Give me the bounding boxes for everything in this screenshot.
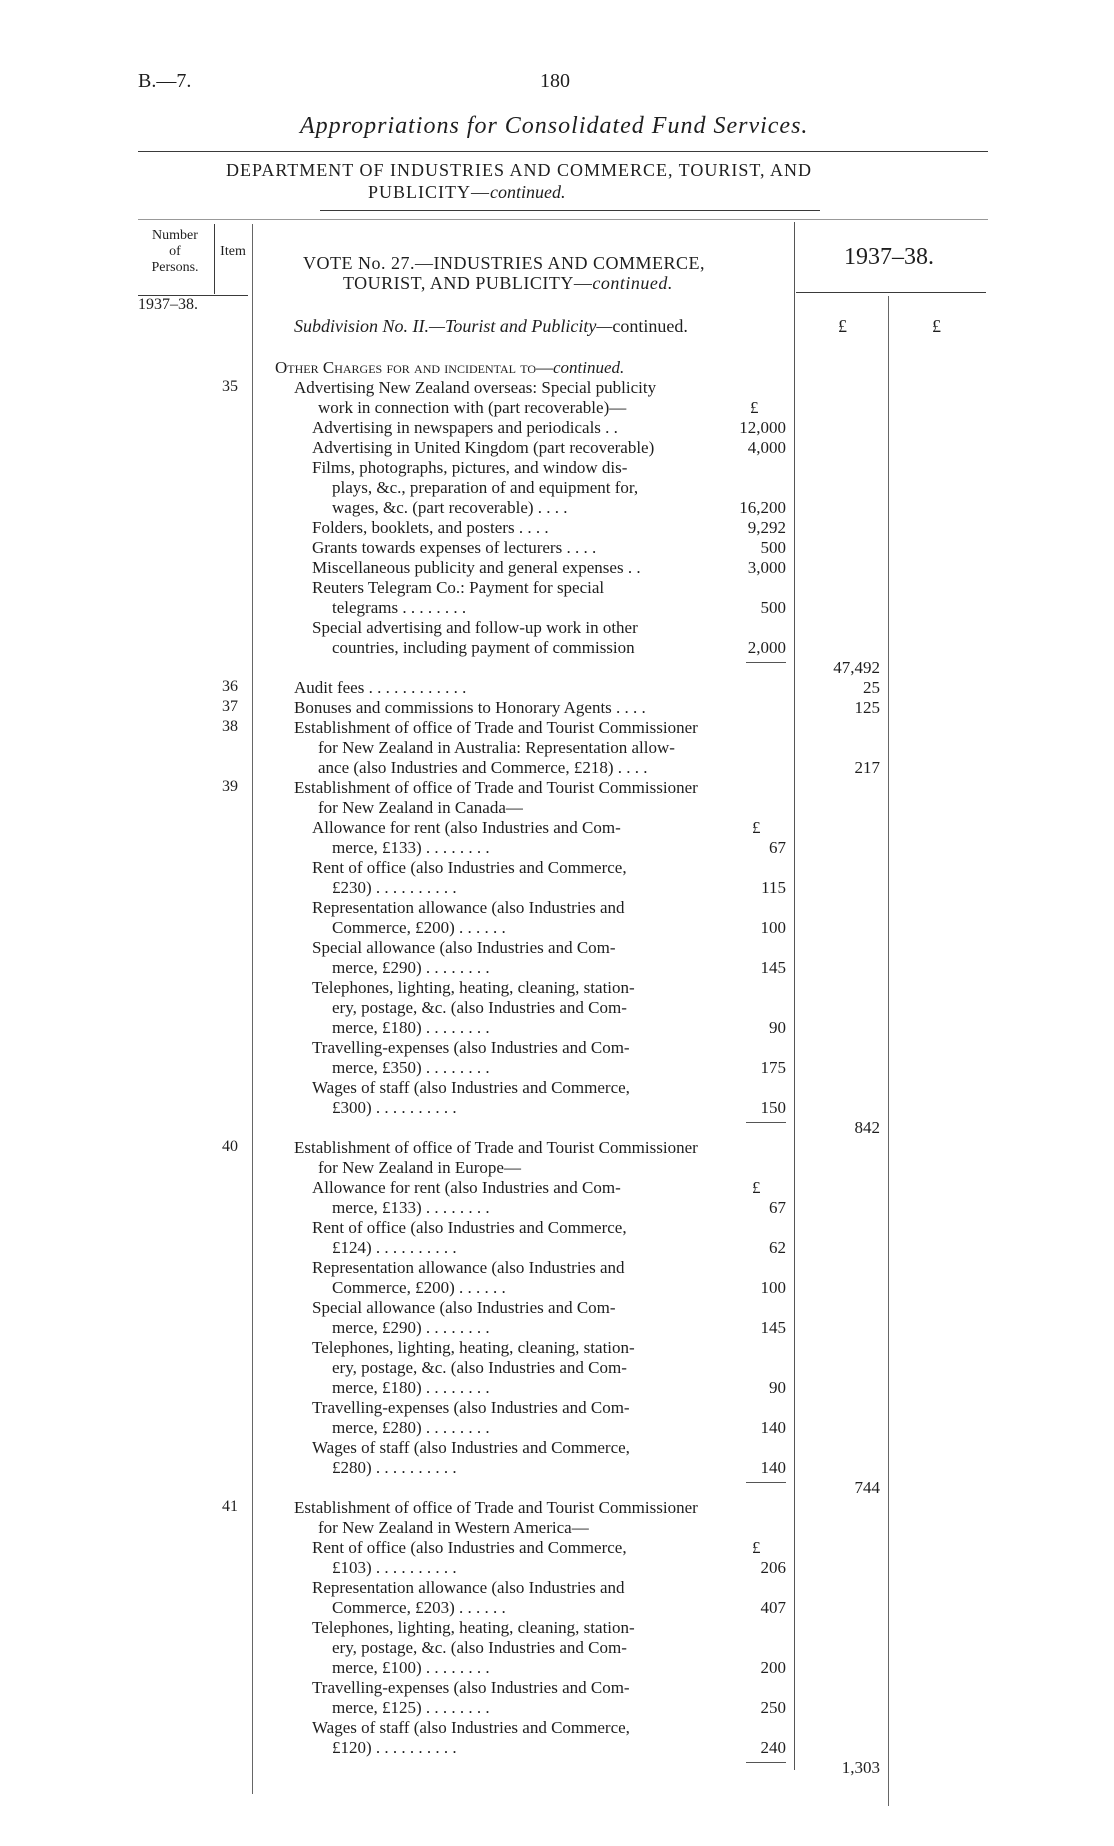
sub-item: wages, &c. (part recoverable) . . . . bbox=[332, 498, 568, 517]
table-top-rule bbox=[138, 219, 988, 220]
item-total: 217 bbox=[854, 758, 880, 777]
sub-amount: 140 bbox=[760, 1418, 786, 1437]
sub-item: Telephones, lighting, heating, cleaning, station- bbox=[312, 1618, 635, 1637]
sub-amount: 175 bbox=[760, 1058, 786, 1077]
sub-item: Telephones, lighting, heating, cleaning, station- bbox=[312, 978, 635, 997]
sub-item: Advertising in newspapers and periodicals . . bbox=[312, 418, 618, 437]
subdivision-heading: Subdivision No. II.—Tourist and Publicity—continued. bbox=[294, 316, 688, 336]
item-description: Establishment of office of Trade and Tourist Commissioner bbox=[294, 1498, 698, 1517]
document-reference: B.—7. bbox=[138, 70, 192, 92]
subtotal-rule bbox=[746, 1122, 786, 1123]
item-number: 37 bbox=[222, 698, 238, 715]
sub-amount: 12,000 bbox=[739, 418, 786, 437]
sub-amount: 100 bbox=[760, 918, 786, 937]
item-number: 40 bbox=[222, 1138, 238, 1155]
sub-item: Wages of staff (also Industries and Commerce, bbox=[312, 1718, 630, 1737]
sub-item: Telephones, lighting, heating, cleaning, station- bbox=[312, 1338, 635, 1357]
sub-amount-pound: £ bbox=[752, 1538, 761, 1557]
sub-item: plays, &c., preparation of and equipment for, bbox=[332, 478, 639, 497]
sub-item: merce, £290) . . . . . . . . bbox=[332, 1318, 490, 1337]
sub-item: Miscellaneous publicity and general expenses . . bbox=[312, 558, 641, 577]
sub-item: Special advertising and follow-up work in other bbox=[312, 618, 638, 637]
department-heading: DEPARTMENT OF INDUSTRIES AND COMMERCE, TOURIST, AND bbox=[226, 160, 812, 180]
department-heading-cont: PUBLICITY—continued. bbox=[368, 182, 566, 202]
sub-amount: 115 bbox=[761, 878, 786, 897]
vote-heading: VOTE No. 27.—INDUSTRIES AND COMMERCE, bbox=[303, 253, 706, 273]
sub-item: Folders, booklets, and posters . . . . bbox=[312, 518, 549, 537]
sub-item: Wages of staff (also Industries and Commerce, bbox=[312, 1438, 630, 1457]
sub-item: Reuters Telegram Co.: Payment for special bbox=[312, 578, 605, 597]
item-description: for New Zealand in Western America— bbox=[318, 1518, 589, 1537]
sub-amount: 90 bbox=[769, 1378, 786, 1397]
item-number: 38 bbox=[222, 718, 238, 735]
sub-amount: 206 bbox=[760, 1558, 786, 1577]
sub-amount: 140 bbox=[760, 1458, 786, 1477]
page-title: Appropriations for Consolidated Fund Services. bbox=[300, 113, 809, 139]
item-description: Establishment of office of Trade and Tourist Commissioner bbox=[294, 1138, 698, 1157]
sub-amount: 4,000 bbox=[747, 438, 786, 457]
item-description: for New Zealand in Canada— bbox=[318, 798, 523, 817]
subtotal-rule bbox=[746, 1762, 786, 1763]
sub-amount: 62 bbox=[769, 1238, 786, 1257]
sub-amount: 2,000 bbox=[747, 638, 786, 657]
sub-amount: 145 bbox=[760, 958, 786, 977]
sub-amount: 250 bbox=[760, 1698, 786, 1717]
pound-sign-right: £ bbox=[932, 316, 941, 336]
sub-item: Special allowance (also Industries and Com- bbox=[312, 1298, 616, 1317]
department-rule bbox=[320, 210, 820, 211]
sub-item: merce, £290) . . . . . . . . bbox=[332, 958, 490, 977]
sub-item: ery, postage, &c. (also Industries and Com- bbox=[332, 1358, 627, 1377]
sub-item: merce, £280) . . . . . . . . bbox=[332, 1418, 490, 1437]
vote-heading-cont: TOURIST, AND PUBLICITY—continued. bbox=[343, 273, 673, 293]
sub-item: Representation allowance (also Industries and bbox=[312, 1258, 625, 1277]
sub-item: merce, £125) . . . . . . . . bbox=[332, 1698, 490, 1717]
item-total: 842 bbox=[854, 1118, 880, 1137]
sub-item: Travelling-expenses (also Industries and Com- bbox=[312, 1398, 630, 1417]
item-number: 35 bbox=[222, 378, 238, 395]
sub-amount: 100 bbox=[760, 1278, 786, 1297]
sub-amount: 67 bbox=[769, 1198, 786, 1217]
item-description: Bonuses and commissions to Honorary Agents . . . . bbox=[294, 698, 646, 717]
sub-item: £230) . . . . . . . . . . bbox=[332, 878, 457, 897]
total-column-divider bbox=[888, 296, 889, 1806]
sub-amount: 240 bbox=[760, 1738, 786, 1757]
sub-amount: 200 bbox=[760, 1658, 786, 1677]
sub-item: ery, postage, &c. (also Industries and Com- bbox=[332, 1638, 627, 1657]
page-number: 180 bbox=[540, 70, 570, 92]
sub-item: Rent of office (also Industries and Commerce, bbox=[312, 858, 627, 877]
sub-item: ery, postage, &c. (also Industries and Com- bbox=[332, 998, 627, 1017]
sub-item: Representation allowance (also Industries and bbox=[312, 898, 625, 917]
item-total: 744 bbox=[854, 1478, 880, 1497]
item-number: 41 bbox=[222, 1498, 238, 1515]
sub-amount: 500 bbox=[760, 598, 786, 617]
item-column-divider bbox=[252, 224, 253, 1794]
item-description: for New Zealand in Europe— bbox=[318, 1158, 521, 1177]
item-description: Establishment of office of Trade and Tourist Commissioner bbox=[294, 778, 698, 797]
item-description: Advertising New Zealand overseas: Special publicity bbox=[294, 378, 657, 397]
subtotal-rule bbox=[746, 662, 786, 663]
persons-year: 1937–38. bbox=[138, 296, 198, 313]
item-description: for New Zealand in Australia: Representation allow- bbox=[318, 738, 675, 757]
year-header-underline bbox=[796, 292, 986, 293]
other-charges-heading: Other Charges for and incidental to—continued. bbox=[275, 358, 625, 377]
sub-amount: 16,200 bbox=[739, 498, 786, 517]
item-number: 36 bbox=[222, 678, 238, 695]
item-column-header: Item bbox=[220, 244, 246, 259]
sub-item: merce, £100) . . . . . . . . bbox=[332, 1658, 490, 1677]
sub-item: £124) . . . . . . . . . . bbox=[332, 1238, 457, 1257]
sub-item: Representation allowance (also Industries and bbox=[312, 1578, 625, 1597]
sub-item: merce, £133) . . . . . . . . bbox=[332, 838, 490, 857]
sub-item: Wages of staff (also Industries and Commerce, bbox=[312, 1078, 630, 1097]
item-description: work in connection with (part recoverable)— bbox=[318, 398, 627, 417]
sub-item: Films, photographs, pictures, and window dis- bbox=[312, 458, 628, 477]
amount-year: 1937–38. bbox=[844, 244, 934, 270]
sub-item: £300) . . . . . . . . . . bbox=[332, 1098, 457, 1117]
item-total: 47,492 bbox=[833, 658, 880, 677]
item-number: 39 bbox=[222, 778, 238, 795]
sub-item: Commerce, £203) . . . . . . bbox=[332, 1598, 506, 1617]
sub-item: £103) . . . . . . . . . . bbox=[332, 1558, 457, 1577]
sub-item: Rent of office (also Industries and Commerce, bbox=[312, 1218, 627, 1237]
item-description: Audit fees . . . . . . . . . . . . bbox=[294, 678, 467, 697]
sub-item: merce, £180) . . . . . . . . bbox=[332, 1018, 490, 1037]
sub-amount-pound: £ bbox=[752, 818, 761, 837]
title-rule bbox=[138, 151, 988, 152]
sub-item: Commerce, £200) . . . . . . bbox=[332, 1278, 506, 1297]
sub-item: Rent of office (also Industries and Commerce, bbox=[312, 1538, 627, 1557]
sub-item: merce, £350) . . . . . . . . bbox=[332, 1058, 490, 1077]
sub-item: £120) . . . . . . . . . . bbox=[332, 1738, 457, 1757]
sub-item: Special allowance (also Industries and Com- bbox=[312, 938, 616, 957]
item-description: ance (also Industries and Commerce, £218) . . . . bbox=[318, 758, 648, 777]
persons-column-header: Number of Persons. bbox=[151, 228, 199, 275]
item-total: 1,303 bbox=[841, 1758, 880, 1777]
pound-sign-left: £ bbox=[838, 316, 847, 336]
sub-amount: 67 bbox=[769, 838, 786, 857]
sub-item: merce, £133) . . . . . . . . bbox=[332, 1198, 490, 1217]
sub-amount: 90 bbox=[769, 1018, 786, 1037]
item-total: 25 bbox=[863, 678, 880, 697]
sub-amount: 3,000 bbox=[747, 558, 786, 577]
item-total: 125 bbox=[854, 698, 880, 717]
sub-amount-pound: £ bbox=[752, 1178, 761, 1197]
sub-item: Travelling-expenses (also Industries and Com- bbox=[312, 1038, 630, 1057]
sub-item: Allowance for rent (also Industries and Com- bbox=[312, 818, 621, 837]
sub-item: Advertising in United Kingdom (part recoverable) bbox=[312, 438, 655, 457]
sub-item: merce, £180) . . . . . . . . bbox=[332, 1378, 490, 1397]
sub-amount-pound: £ bbox=[750, 398, 759, 417]
sub-item: Allowance for rent (also Industries and Com- bbox=[312, 1178, 621, 1197]
sub-item: Travelling-expenses (also Industries and Com- bbox=[312, 1678, 630, 1697]
sub-item: Commerce, £200) . . . . . . bbox=[332, 918, 506, 937]
sub-amount: 500 bbox=[760, 538, 786, 557]
item-description: Establishment of office of Trade and Tourist Commissioner bbox=[294, 718, 698, 737]
sub-item: Grants towards expenses of lecturers . . . . bbox=[312, 538, 597, 557]
sub-item: £280) . . . . . . . . . . bbox=[332, 1458, 457, 1477]
sub-amount: 407 bbox=[760, 1598, 786, 1617]
amount-column-divider bbox=[794, 222, 795, 1770]
sub-amount: 9,292 bbox=[747, 518, 786, 537]
subtotal-rule bbox=[746, 1482, 786, 1483]
sub-amount: 145 bbox=[760, 1318, 786, 1337]
sub-amount: 150 bbox=[760, 1098, 786, 1117]
sub-item: telegrams . . . . . . . . bbox=[332, 598, 467, 617]
sub-item: countries, including payment of commission bbox=[332, 638, 635, 657]
